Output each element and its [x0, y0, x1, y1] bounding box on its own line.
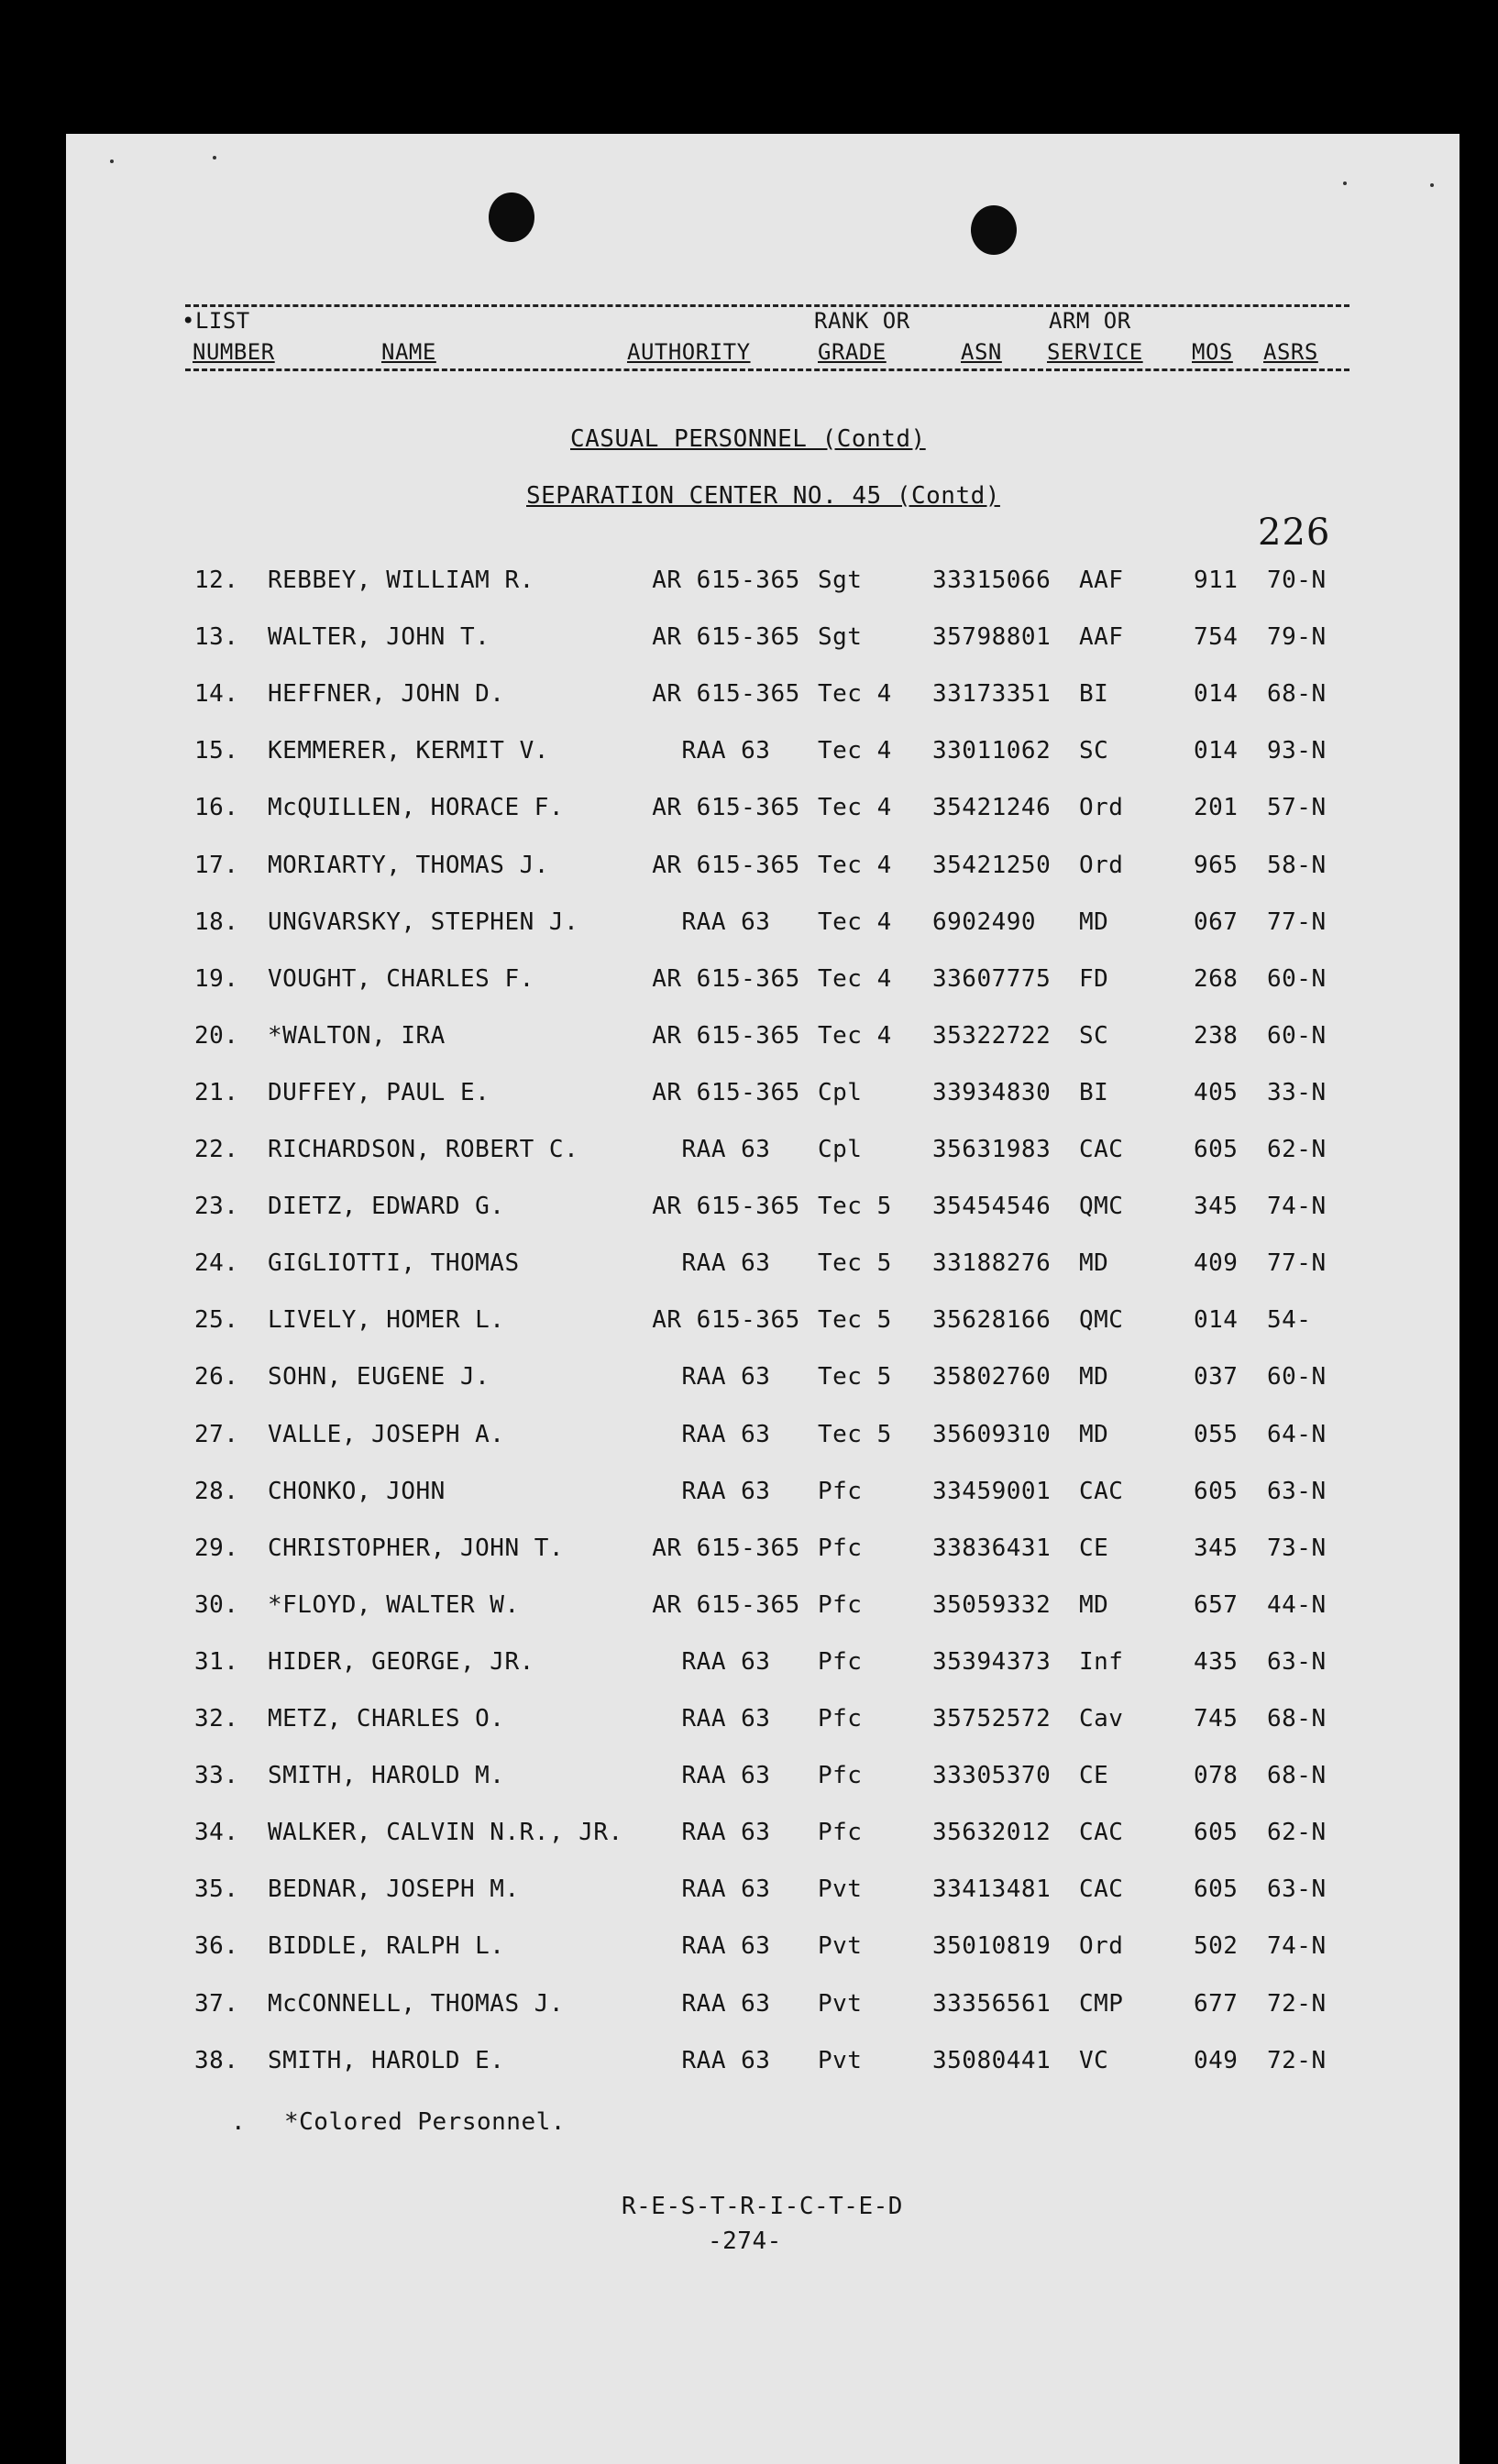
punch-hole [971, 205, 1017, 255]
cell-auth: AR 615-365 [652, 1534, 800, 1562]
cell-num: 25. [194, 1306, 239, 1335]
footnote: *Colored Personnel. [284, 2108, 566, 2136]
cell-num: 17. [194, 851, 239, 879]
cell-asrs: 70-N [1267, 566, 1327, 594]
cell-asn: 35059332 [932, 1590, 1052, 1619]
cell-auth: RAA 63 [681, 1705, 771, 1732]
header-rank-line2: GRADE [818, 339, 887, 365]
cell-asn: 33188276 [932, 1249, 1052, 1278]
cell-num: 33. [194, 1762, 239, 1790]
footer-restricted: R-E-S-T-R-I-C-T-E-D [622, 2193, 903, 2220]
table-row [66, 1478, 1459, 1514]
cell-asrs: 73-N [1267, 1534, 1327, 1562]
cell-name: McCONNELL, THOMAS J. [268, 1989, 565, 2018]
cell-num: 23. [194, 1193, 239, 1221]
cell-name: CHRISTOPHER, JOHN T. [268, 1534, 565, 1562]
section-title: CASUAL PERSONNEL (Contd) [570, 425, 926, 453]
cell-rank: Tec 5 [818, 1249, 892, 1278]
table-row [66, 1022, 1459, 1059]
cell-asn: 35080441 [932, 2046, 1052, 2074]
speck [1430, 183, 1434, 187]
cell-asrs: 62-N [1267, 1136, 1327, 1163]
cell-asrs: 63-N [1267, 1477, 1327, 1505]
cell-arm: AAF [1079, 566, 1124, 594]
cell-mos: 605 [1194, 1477, 1239, 1505]
cell-rank: Pvt [818, 1989, 863, 2018]
cell-num: 31. [194, 1647, 239, 1676]
cell-asrs: 74-N [1267, 1193, 1327, 1221]
cell-asrs: 68-N [1267, 680, 1327, 709]
cell-mos: 268 [1194, 964, 1239, 993]
cell-arm: CAC [1079, 1819, 1124, 1847]
cell-asrs: 93-N [1267, 737, 1327, 765]
cell-auth: RAA 63 [681, 1477, 771, 1505]
cell-rank: Pvt [818, 1932, 863, 1961]
cell-num: 35. [194, 1876, 239, 1904]
cell-name: HIDER, GEORGE, JR. [268, 1647, 534, 1676]
cell-name: SMITH, HAROLD M. [268, 1762, 505, 1790]
cell-num: 24. [194, 1249, 239, 1278]
cell-asrs: 33-N [1267, 1078, 1327, 1106]
cell-auth: AR 615-365 [652, 1306, 800, 1335]
cell-name: VOUGHT, CHARLES F. [268, 964, 534, 993]
cell-arm: MD [1079, 1420, 1109, 1448]
table-row [66, 908, 1459, 945]
cell-arm: CMP [1079, 1989, 1124, 2018]
header-authority: AUTHORITY [627, 339, 751, 365]
cell-arm: Cav [1079, 1705, 1124, 1732]
cell-name: WALTER, JOHN T. [268, 623, 490, 652]
cell-mos: 605 [1194, 1136, 1239, 1163]
cell-arm: CE [1079, 1534, 1109, 1562]
cell-name: REBBEY, WILLIAM R. [268, 566, 534, 594]
cell-arm: Ord [1079, 1932, 1124, 1961]
cell-rank: Pfc [818, 1819, 863, 1847]
cell-mos: 345 [1194, 1534, 1239, 1562]
cell-arm: BI [1079, 680, 1109, 709]
cell-asrs: 77-N [1267, 1249, 1327, 1278]
cell-rank: Tec 5 [818, 1306, 892, 1335]
cell-asn: 35798801 [932, 623, 1052, 652]
cell-mos: 965 [1194, 851, 1239, 879]
cell-rank: Pfc [818, 1647, 863, 1676]
table-row [66, 1363, 1459, 1400]
cell-mos: 055 [1194, 1420, 1239, 1448]
header-asn: ASN [961, 339, 1002, 365]
cell-mos: 014 [1194, 1306, 1239, 1335]
cell-auth: RAA 63 [681, 1989, 771, 2018]
cell-mos: 754 [1194, 623, 1239, 652]
cell-asrs: 68-N [1267, 1705, 1327, 1732]
cell-arm: QMC [1079, 1193, 1124, 1221]
cell-name: KEMMERER, KERMIT V. [268, 737, 549, 765]
cell-asrs: 60-N [1267, 1021, 1327, 1050]
cell-name: GIGLIOTTI, THOMAS [268, 1249, 520, 1278]
cell-auth: RAA 63 [681, 1249, 771, 1278]
cell-rank: Tec 4 [818, 680, 892, 709]
table-row [66, 1421, 1459, 1458]
cell-mos: 014 [1194, 737, 1239, 765]
cell-asn: 35421246 [932, 794, 1052, 822]
page-number-stamp: 226 [1258, 512, 1331, 554]
cell-mos: 502 [1194, 1932, 1239, 1961]
header-dash-line-bottom [185, 368, 1349, 371]
cell-asn: 35421250 [932, 851, 1052, 879]
table-row [66, 1876, 1459, 1912]
cell-rank: Tec 4 [818, 737, 892, 765]
cell-name: WALKER, CALVIN N.R., JR. [268, 1819, 623, 1847]
cell-num: 22. [194, 1136, 239, 1163]
header-name: NAME [381, 339, 436, 365]
cell-rank: Tec 5 [818, 1420, 892, 1448]
cell-name: BEDNAR, JOSEPH M. [268, 1876, 520, 1904]
cell-name: BIDDLE, RALPH L. [268, 1932, 505, 1961]
cell-num: 18. [194, 908, 239, 936]
cell-asrs: 63-N [1267, 1647, 1327, 1676]
cell-auth: RAA 63 [681, 908, 771, 936]
cell-arm: MD [1079, 908, 1109, 936]
speck [1343, 182, 1347, 185]
cell-auth: RAA 63 [681, 1932, 771, 1961]
table-row [66, 1591, 1459, 1628]
cell-asn: 35394373 [932, 1647, 1052, 1676]
cell-arm: MD [1079, 1590, 1109, 1619]
cell-mos: 911 [1194, 566, 1239, 594]
cell-name: HEFFNER, JOHN D. [268, 680, 505, 709]
cell-asrs: 44-N [1267, 1590, 1327, 1619]
cell-mos: 409 [1194, 1249, 1239, 1278]
cell-mos: 037 [1194, 1363, 1239, 1392]
table-row [66, 1079, 1459, 1116]
cell-name: METZ, CHARLES O. [268, 1705, 505, 1732]
cell-auth: AR 615-365 [652, 1078, 800, 1106]
table-row [66, 1249, 1459, 1286]
speck [110, 160, 114, 163]
header-arm-line2: SERVICE [1047, 339, 1143, 365]
cell-auth: AR 615-365 [652, 566, 800, 594]
cell-arm: Inf [1079, 1647, 1124, 1676]
cell-mos: 201 [1194, 794, 1239, 822]
table-row [66, 1306, 1459, 1343]
table-row [66, 1534, 1459, 1571]
table-row [66, 1648, 1459, 1685]
cell-arm: FD [1079, 964, 1109, 993]
cell-num: 36. [194, 1932, 239, 1961]
header-dash-line-top [185, 304, 1349, 307]
table-row [66, 965, 1459, 1002]
cell-asn: 33836431 [932, 1534, 1052, 1562]
cell-arm: Ord [1079, 851, 1124, 879]
cell-asrs: 60-N [1267, 1363, 1327, 1392]
cell-rank: Tec 4 [818, 1021, 892, 1050]
table-row [66, 680, 1459, 717]
footer-page-number: -274- [708, 2228, 782, 2255]
header-asrs: ASRS [1263, 339, 1318, 365]
cell-auth: RAA 63 [681, 1420, 771, 1448]
table-row [66, 566, 1459, 603]
cell-rank: Cpl [818, 1078, 863, 1106]
cell-name: UNGVARSKY, STEPHEN J. [268, 908, 579, 936]
cell-asn: 33459001 [932, 1477, 1052, 1505]
cell-asrs: 62-N [1267, 1819, 1327, 1847]
cell-mos: 014 [1194, 680, 1239, 709]
cell-name: *FLOYD, WALTER W. [268, 1590, 520, 1619]
cell-arm: BI [1079, 1078, 1109, 1106]
cell-asn: 35010819 [932, 1932, 1052, 1961]
cell-num: 38. [194, 2046, 239, 2074]
cell-asn: 35802760 [932, 1363, 1052, 1392]
header-arm-line1: ARM OR [1049, 308, 1131, 334]
table-row [66, 794, 1459, 830]
cell-rank: Pvt [818, 2046, 863, 2074]
subsection-title: SEPARATION CENTER NO. 45 (Contd) [526, 482, 1000, 510]
table-row [66, 1990, 1459, 2027]
cell-name: DUFFEY, PAUL E. [268, 1078, 490, 1106]
cell-rank: Cpl [818, 1136, 863, 1163]
cell-asrs: 77-N [1267, 908, 1327, 936]
cell-mos: 345 [1194, 1193, 1239, 1221]
cell-asn: 35628166 [932, 1306, 1052, 1335]
cell-num: 15. [194, 737, 239, 765]
cell-asn: 33934830 [932, 1078, 1052, 1106]
cell-asrs: 58-N [1267, 851, 1327, 879]
cell-rank: Sgt [818, 566, 863, 594]
cell-mos: 049 [1194, 2046, 1239, 2074]
cell-asrs: 57-N [1267, 794, 1327, 822]
cell-asn: 33173351 [932, 680, 1052, 709]
cell-asn: 33607775 [932, 964, 1052, 993]
cell-num: 26. [194, 1363, 239, 1392]
cell-auth: RAA 63 [681, 2046, 771, 2074]
cell-asn: 35609310 [932, 1420, 1052, 1448]
cell-mos: 067 [1194, 908, 1239, 936]
cell-auth: AR 615-365 [652, 1193, 800, 1221]
cell-name: RICHARDSON, ROBERT C. [268, 1136, 579, 1163]
cell-num: 16. [194, 794, 239, 822]
cell-arm: QMC [1079, 1306, 1124, 1335]
table-row [66, 737, 1459, 774]
table-row [66, 623, 1459, 660]
cell-auth: AR 615-365 [652, 623, 800, 652]
document-page [66, 134, 1459, 2464]
table-row [66, 1932, 1459, 1969]
cell-mos: 405 [1194, 1078, 1239, 1106]
cell-num: 30. [194, 1590, 239, 1619]
cell-mos: 745 [1194, 1705, 1239, 1732]
cell-rank: Tec 5 [818, 1193, 892, 1221]
cell-asn: 6902490 [932, 908, 1037, 936]
cell-num: 12. [194, 566, 239, 594]
cell-arm: VC [1079, 2046, 1109, 2074]
cell-asrs: 63-N [1267, 1876, 1327, 1904]
cell-arm: CE [1079, 1762, 1109, 1790]
cell-mos: 435 [1194, 1647, 1239, 1676]
cell-arm: MD [1079, 1363, 1109, 1392]
table-row [66, 1819, 1459, 1855]
cell-asrs: 74-N [1267, 1932, 1327, 1961]
cell-rank: Tec 4 [818, 964, 892, 993]
cell-asn: 33315066 [932, 566, 1052, 594]
cell-asn: 33011062 [932, 737, 1052, 765]
header-list-number-line1: •LIST [182, 308, 250, 334]
cell-asn: 33413481 [932, 1876, 1052, 1904]
cell-rank: Pfc [818, 1762, 863, 1790]
cell-asrs: 60-N [1267, 964, 1327, 993]
cell-auth: RAA 63 [681, 1762, 771, 1790]
cell-auth: AR 615-365 [652, 1021, 800, 1050]
cell-mos: 078 [1194, 1762, 1239, 1790]
cell-asn: 33305370 [932, 1762, 1052, 1790]
cell-auth: AR 615-365 [652, 964, 800, 993]
cell-rank: Pfc [818, 1590, 863, 1619]
cell-rank: Sgt [818, 623, 863, 652]
cell-num: 27. [194, 1420, 239, 1448]
cell-name: McQUILLEN, HORACE F. [268, 794, 565, 822]
cell-arm: AAF [1079, 623, 1124, 652]
cell-name: LIVELY, HOMER L. [268, 1306, 505, 1335]
cell-num: 21. [194, 1078, 239, 1106]
cell-asn: 33356561 [932, 1989, 1052, 2018]
cell-mos: 657 [1194, 1590, 1239, 1619]
cell-num: 32. [194, 1705, 239, 1732]
footnote-bullet: . [231, 2108, 247, 2136]
header-mos: MOS [1192, 339, 1233, 365]
cell-arm: MD [1079, 1249, 1109, 1278]
cell-name: SMITH, HAROLD E. [268, 2046, 505, 2074]
cell-name: VALLE, JOSEPH A. [268, 1420, 505, 1448]
cell-asn: 35632012 [932, 1819, 1052, 1847]
cell-auth: AR 615-365 [652, 680, 800, 709]
cell-auth: AR 615-365 [652, 1590, 800, 1619]
table-row [66, 1762, 1459, 1798]
cell-asrs: 72-N [1267, 1989, 1327, 2018]
cell-rank: Pfc [818, 1477, 863, 1505]
table-row [66, 852, 1459, 888]
cell-asrs: 54- [1267, 1306, 1312, 1335]
cell-auth: AR 615-365 [652, 851, 800, 879]
table-row [66, 1136, 1459, 1172]
cell-auth: RAA 63 [681, 1363, 771, 1392]
cell-rank: Tec 5 [818, 1363, 892, 1392]
cell-arm: SC [1079, 737, 1109, 765]
cell-num: 34. [194, 1819, 239, 1847]
cell-name: SOHN, EUGENE J. [268, 1363, 490, 1392]
cell-num: 28. [194, 1477, 239, 1505]
cell-num: 19. [194, 964, 239, 993]
cell-num: 13. [194, 623, 239, 652]
cell-arm: CAC [1079, 1876, 1124, 1904]
cell-rank: Tec 4 [818, 851, 892, 879]
cell-asn: 35752572 [932, 1705, 1052, 1732]
cell-asrs: 72-N [1267, 2046, 1327, 2074]
cell-rank: Pvt [818, 1876, 863, 1904]
cell-arm: CAC [1079, 1477, 1124, 1505]
header-rank-line1: RANK OR [814, 308, 910, 334]
cell-rank: Tec 4 [818, 794, 892, 822]
cell-num: 14. [194, 680, 239, 709]
cell-name: MORIARTY, THOMAS J. [268, 851, 549, 879]
header-list-number-line2: NUMBER [193, 339, 275, 365]
cell-asrs: 79-N [1267, 623, 1327, 652]
cell-auth: RAA 63 [681, 1647, 771, 1676]
cell-name: CHONKO, JOHN [268, 1477, 446, 1505]
cell-name: *WALTON, IRA [268, 1021, 446, 1050]
cell-arm: CAC [1079, 1136, 1124, 1163]
cell-name: DIETZ, EDWARD G. [268, 1193, 505, 1221]
cell-num: 29. [194, 1534, 239, 1562]
cell-auth: RAA 63 [681, 1876, 771, 1904]
speck [213, 156, 216, 160]
cell-mos: 238 [1194, 1021, 1239, 1050]
cell-asn: 35322722 [932, 1021, 1052, 1050]
cell-rank: Tec 4 [818, 908, 892, 936]
punch-hole [489, 192, 534, 242]
cell-auth: RAA 63 [681, 737, 771, 765]
cell-asn: 35454546 [932, 1193, 1052, 1221]
cell-arm: Ord [1079, 794, 1124, 822]
cell-num: 37. [194, 1989, 239, 2018]
cell-auth: RAA 63 [681, 1136, 771, 1163]
cell-num: 20. [194, 1021, 239, 1050]
cell-mos: 605 [1194, 1876, 1239, 1904]
cell-auth: AR 615-365 [652, 794, 800, 822]
cell-auth: RAA 63 [681, 1819, 771, 1847]
table-row [66, 2047, 1459, 2084]
cell-asrs: 64-N [1267, 1420, 1327, 1448]
cell-asrs: 68-N [1267, 1762, 1327, 1790]
cell-rank: Pfc [818, 1534, 863, 1562]
cell-mos: 605 [1194, 1819, 1239, 1847]
cell-mos: 677 [1194, 1989, 1239, 2018]
table-row [66, 1193, 1459, 1229]
table-row [66, 1705, 1459, 1742]
cell-rank: Pfc [818, 1705, 863, 1732]
cell-asn: 35631983 [932, 1136, 1052, 1163]
cell-arm: SC [1079, 1021, 1109, 1050]
